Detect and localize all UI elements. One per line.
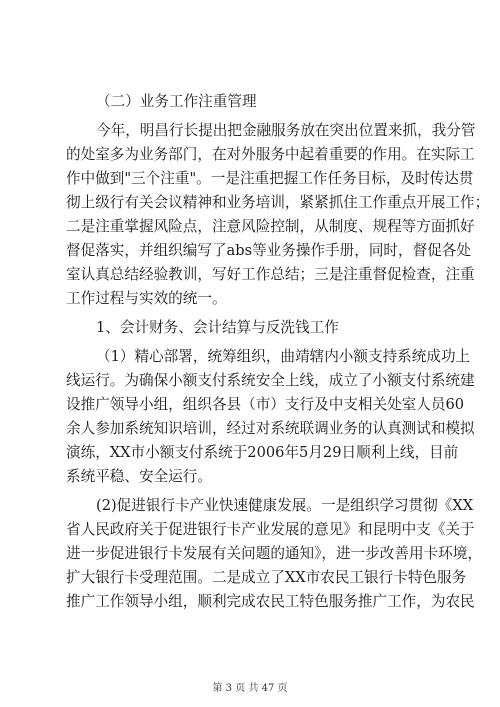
page-number-footer: 第 3 页 共 47 页 (212, 683, 288, 694)
paragraph-line: 余人参加系统知识培训，经过对系统联调业务的认真测试和模拟 (66, 420, 475, 437)
section-heading: （二）业务工作注重管理 (96, 93, 257, 110)
paragraph-line: 室认真总结经验教训，写好工作总结；三是注重督促检查，注重 (66, 266, 475, 283)
paragraph-line: 督促落实，并组织编写了abs等业务操作手册，同时，督促各处 (66, 242, 471, 259)
paragraph-line: 工作过程与实效的统一。 (66, 290, 227, 307)
paragraph-line: 彻上级行有关会议精神和业务培训，紧紧抓住工作重点开展工作； (66, 194, 490, 211)
paragraph-line: 今年，明昌行长提出把金融服务放在突出位置来抓，我分管 (96, 122, 476, 139)
paragraph-line: 省人民政府关于促进银行卡产业发展的意见》和昆明中支《关于 (66, 521, 475, 538)
paragraph-line: 进一步促进银行卡发展有关问题的通知》，进一步改善用卡环境， (66, 545, 482, 562)
paragraph-line: (2)促进银行卡产业快速健康发展。一是组织学习贯彻《XX (96, 497, 474, 514)
paragraph-line: 推广工作领导小组，顺利完成农民工特色服务推广工作，为农民 (66, 593, 475, 610)
paragraph-line: 设推广领导小组，组织各县（市）支行及中支相关处室人员60 (66, 396, 465, 413)
paragraph-line: 二是注重掌握风险点，注意风险控制，从制度、规程等方面抓好 (66, 218, 475, 235)
paragraph-line: 系统平稳、安全运行。 (66, 468, 212, 485)
paragraph-line: 的处室多为业务部门，在对外服务中起着重要的作用。在实际工 (66, 146, 475, 163)
section-title: 1、会计财务、会计结算与反洗钱工作 (96, 319, 339, 336)
paragraph-line: 线运行。为确保小额支付系统安全上线，成立了小额支付系统建 (66, 372, 475, 389)
paragraph-line: 扩大银行卡受理范围。二是成立了XX市农民工银行卡特色服务 (66, 569, 467, 586)
paragraph-line: 作中做到"三个注重"。一是注重把握工作任务目标，及时传达贯 (66, 170, 474, 187)
paragraph-line: 演练，XX市小额支付系统于2006年5月29日顺利上线，目前 (66, 444, 459, 461)
paragraph-line: （1）精心部署，统筹组织，曲靖辖内小额支持系统成功上 (96, 348, 471, 365)
